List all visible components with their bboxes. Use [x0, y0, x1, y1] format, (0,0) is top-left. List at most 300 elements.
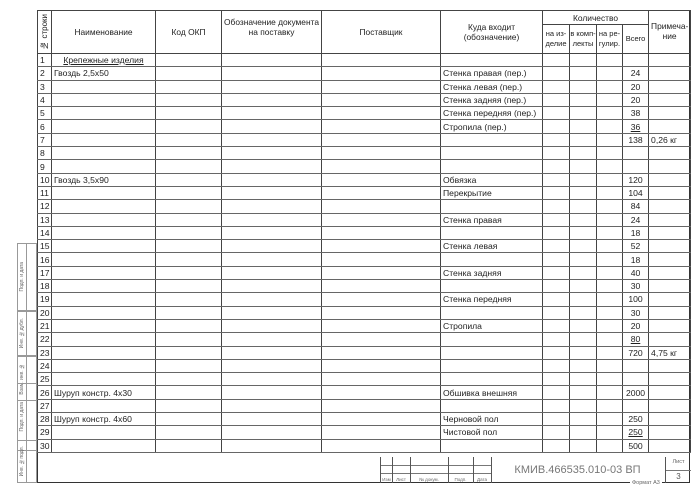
- row-number-cell: [38, 266, 52, 279]
- supply-document-cell: [222, 226, 322, 239]
- okp-code-cell: [156, 333, 222, 346]
- row-number-cell: [38, 293, 52, 306]
- table-row: [38, 133, 691, 146]
- okp-code-cell: [156, 54, 222, 67]
- used-in-cell: [441, 67, 543, 80]
- qty-adjust-cell: [597, 373, 623, 386]
- qty-in-sets-cell: [570, 333, 597, 346]
- specification-table: [37, 10, 691, 453]
- supply-document-cell: [222, 240, 322, 253]
- qty-total-cell: [623, 439, 649, 452]
- qty-in-sets-cell: [570, 173, 597, 186]
- qty-total-cell: [623, 266, 649, 279]
- supply-document-cell: [222, 147, 322, 160]
- sheet-label: Лист: [672, 459, 685, 465]
- qty-in-sets-cell: [570, 319, 597, 332]
- item-name-cell: [52, 359, 156, 372]
- supply-document-cell: [222, 399, 322, 412]
- qty-total: 120: [628, 174, 643, 185]
- row-number: 3: [40, 81, 45, 92]
- qty-per-item-cell: [543, 54, 570, 67]
- item-name-cell: [52, 93, 156, 106]
- table-row: [38, 147, 691, 160]
- side-stamp-field: [27, 311, 37, 356]
- used-in-cell: [441, 240, 543, 253]
- supplier-cell: [322, 293, 441, 306]
- okp-code-cell: [156, 293, 222, 306]
- header-row-number: [38, 11, 52, 54]
- item-name: Шуруп констр. 4х30: [54, 387, 132, 398]
- qty-total-cell: [623, 186, 649, 199]
- row-number: 22: [40, 334, 50, 345]
- qty-in-sets-cell: [570, 426, 597, 439]
- item-name-cell: [52, 293, 156, 306]
- qty-per-item-cell: [543, 266, 570, 279]
- used-in: Обвязка: [443, 174, 477, 185]
- okp-code-cell: [156, 160, 222, 173]
- qty-per-item-cell: [543, 173, 570, 186]
- used-in-cell: [441, 54, 543, 67]
- used-in-cell: [441, 306, 543, 319]
- note-cell: [649, 200, 691, 213]
- okp-code-cell: [156, 80, 222, 93]
- supply-document-cell: [222, 213, 322, 226]
- supply-document-cell: [222, 173, 322, 186]
- header-qty-per-item: на из-делие: [543, 25, 570, 54]
- okp-code-cell: [156, 186, 222, 199]
- qty-total-cell: [623, 426, 649, 439]
- okp-code-cell: [156, 226, 222, 239]
- qty-adjust-cell: [597, 253, 623, 266]
- used-in-cell: [441, 373, 543, 386]
- row-number-cell: [38, 120, 52, 133]
- used-in-cell: [441, 80, 543, 93]
- qty-total: 80: [630, 334, 641, 345]
- sheet-number: 3: [666, 470, 691, 483]
- row-number-cell: [38, 54, 52, 67]
- row-number-cell: [38, 386, 52, 399]
- note-cell: [649, 319, 691, 332]
- row-number-cell: [38, 173, 52, 186]
- row-number: 23: [40, 347, 50, 358]
- header-quantity: Количество: [543, 11, 649, 25]
- supplier-cell: [322, 120, 441, 133]
- supplier-cell: [322, 107, 441, 120]
- qty-total: 18: [630, 254, 641, 265]
- used-in-cell: [441, 213, 543, 226]
- item-name-cell: [52, 266, 156, 279]
- qty-adjust-cell: [597, 280, 623, 293]
- row-number: 25: [40, 374, 50, 385]
- okp-code-cell: [156, 280, 222, 293]
- note-cell: [649, 67, 691, 80]
- side-stamp-orig-inv: [17, 440, 27, 483]
- qty-total-cell: [623, 253, 649, 266]
- row-number: 24: [40, 360, 50, 371]
- qty-per-item-cell: [543, 67, 570, 80]
- used-in-cell: [441, 93, 543, 106]
- qty-in-sets-cell: [570, 240, 597, 253]
- okp-code-cell: [156, 240, 222, 253]
- used-in-cell: [441, 253, 543, 266]
- table-row: [38, 439, 691, 452]
- note-cell: [649, 293, 691, 306]
- used-in-cell: [441, 293, 543, 306]
- supply-document-cell: [222, 306, 322, 319]
- qty-in-sets-cell: [570, 147, 597, 160]
- qty-in-sets-cell: [570, 253, 597, 266]
- used-in-cell: [441, 186, 543, 199]
- note-cell: [649, 226, 691, 239]
- qty-total-cell: [623, 293, 649, 306]
- note-cell: [649, 413, 691, 426]
- supplier-cell: [322, 333, 441, 346]
- used-in: Обшивка внешняя: [443, 387, 518, 398]
- qty-total-cell: [623, 319, 649, 332]
- document-number: КМИВ.466535.010-03 ВП: [514, 464, 641, 476]
- qty-in-sets-cell: [570, 80, 597, 93]
- header-used-in: Куда входит (обозначение): [441, 11, 543, 54]
- qty-per-item-cell: [543, 439, 570, 452]
- header-supplier: Поставщик: [322, 11, 441, 54]
- okp-code-cell: [156, 173, 222, 186]
- item-name-cell: [52, 160, 156, 173]
- qty-per-item-cell: [543, 160, 570, 173]
- used-in: Стенка правая: [443, 214, 502, 225]
- row-number: 6: [40, 121, 45, 132]
- side-stamp-label: Подп. и дата: [19, 262, 25, 292]
- row-number-cell: [38, 306, 52, 319]
- item-name-cell: [52, 120, 156, 133]
- qty-per-item-cell: [543, 333, 570, 346]
- okp-code-cell: [156, 266, 222, 279]
- qty-total-cell: [623, 226, 649, 239]
- item-name: Шуруп констр. 4х60: [54, 414, 132, 425]
- used-in-cell: [441, 333, 543, 346]
- row-number-cell: [38, 399, 52, 412]
- used-in: Стенка левая (пер.): [443, 81, 523, 92]
- qty-total-cell: [623, 213, 649, 226]
- label-change: Изм: [382, 477, 391, 482]
- qty-in-sets-cell: [570, 186, 597, 199]
- qty-in-sets-cell: [570, 293, 597, 306]
- qty-total-cell: [623, 373, 649, 386]
- qty-adjust-cell: [597, 359, 623, 372]
- used-in: Стенка левая: [443, 241, 498, 252]
- used-in-cell: [441, 399, 543, 412]
- item-name-cell: [52, 333, 156, 346]
- qty-total: 2000: [625, 387, 646, 398]
- qty-total: 100: [628, 294, 643, 305]
- supplier-cell: [322, 373, 441, 386]
- table-row: [38, 373, 691, 386]
- qty-adjust-cell: [597, 80, 623, 93]
- note-cell: [649, 80, 691, 93]
- supply-document-cell: [222, 107, 322, 120]
- qty-in-sets-cell: [570, 54, 597, 67]
- qty-in-sets-cell: [570, 93, 597, 106]
- qty-in-sets-cell: [570, 386, 597, 399]
- supplier-cell: [322, 319, 441, 332]
- used-in-cell: [441, 120, 543, 133]
- table-row: [38, 120, 691, 133]
- item-name-cell: [52, 306, 156, 319]
- qty-in-sets-cell: [570, 346, 597, 359]
- used-in-cell: [441, 280, 543, 293]
- qty-in-sets-cell: [570, 280, 597, 293]
- row-number: 28: [40, 414, 50, 425]
- header-name: Наименование: [52, 11, 156, 54]
- okp-code-cell: [156, 399, 222, 412]
- table-row: [38, 80, 691, 93]
- supply-document-cell: [222, 160, 322, 173]
- used-in-cell: [441, 266, 543, 279]
- note-cell: [649, 346, 691, 359]
- item-name-cell: [52, 426, 156, 439]
- note-cell: [649, 386, 691, 399]
- qty-per-item-cell: [543, 293, 570, 306]
- item-name: Крепежные изделия: [63, 55, 144, 66]
- qty-per-item-cell: [543, 319, 570, 332]
- supply-document-cell: [222, 413, 322, 426]
- item-name-cell: [52, 107, 156, 120]
- used-in: Чистовой пол: [443, 427, 498, 438]
- table-row: [38, 280, 691, 293]
- okp-code-cell: [156, 426, 222, 439]
- supplier-cell: [322, 67, 441, 80]
- qty-adjust-cell: [597, 160, 623, 173]
- supply-document-cell: [222, 200, 322, 213]
- row-number-cell: [38, 147, 52, 160]
- supply-document-cell: [222, 386, 322, 399]
- supply-document-cell: [222, 80, 322, 93]
- note-cell: [649, 266, 691, 279]
- note-cell: [649, 107, 691, 120]
- okp-code-cell: [156, 386, 222, 399]
- table-row: [38, 173, 691, 186]
- supply-document-cell: [222, 93, 322, 106]
- item-name-cell: [52, 213, 156, 226]
- row-number: 8: [40, 148, 45, 159]
- row-number-cell: [38, 346, 52, 359]
- row-number: 4: [40, 95, 45, 106]
- qty-adjust-cell: [597, 186, 623, 199]
- supplier-cell: [322, 80, 441, 93]
- note-cell: [649, 280, 691, 293]
- used-in: Стенка правая (пер.): [443, 68, 527, 79]
- row-number-cell: [38, 426, 52, 439]
- supplier-cell: [322, 240, 441, 253]
- used-in: Стропила: [443, 321, 482, 332]
- row-number: 1: [40, 55, 45, 66]
- row-number: 9: [40, 161, 45, 172]
- item-name-cell: [52, 186, 156, 199]
- qty-total: 84: [630, 201, 641, 212]
- supplier-cell: [322, 54, 441, 67]
- row-number-cell: [38, 359, 52, 372]
- qty-adjust-cell: [597, 200, 623, 213]
- used-in-cell: [441, 426, 543, 439]
- revision-col-signature: [448, 457, 474, 483]
- qty-total-cell: [623, 160, 649, 173]
- side-stamp-label: Инв. №подл.: [19, 446, 25, 477]
- okp-code-cell: [156, 359, 222, 372]
- note-cell: [649, 147, 691, 160]
- supply-document-cell: [222, 186, 322, 199]
- note-cell: [649, 426, 691, 439]
- qty-adjust-cell: [597, 306, 623, 319]
- qty-per-item-cell: [543, 107, 570, 120]
- okp-code-cell: [156, 200, 222, 213]
- note-cell: [649, 93, 691, 106]
- used-in-cell: [441, 413, 543, 426]
- qty-in-sets-cell: [570, 306, 597, 319]
- qty-total: 138: [628, 134, 643, 145]
- sheet-number-box: [665, 457, 691, 483]
- qty-total: 20: [630, 321, 641, 332]
- supply-document-cell: [222, 253, 322, 266]
- item-name-cell: [52, 386, 156, 399]
- supplier-cell: [322, 306, 441, 319]
- header-okp-code: Код ОКП: [156, 11, 222, 54]
- row-number: 5: [40, 108, 45, 119]
- qty-adjust-cell: [597, 426, 623, 439]
- supplier-cell: [322, 359, 441, 372]
- row-number: 12: [40, 201, 50, 212]
- table-row: [38, 319, 691, 332]
- qty-per-item-cell: [543, 373, 570, 386]
- okp-code-cell: [156, 346, 222, 359]
- table-row: [38, 226, 691, 239]
- row-number: 14: [40, 228, 50, 238]
- row-number: 27: [40, 400, 50, 411]
- qty-per-item-cell: [543, 413, 570, 426]
- qty-per-item-cell: [543, 399, 570, 412]
- row-number-cell: [38, 280, 52, 293]
- qty-total-cell: [623, 173, 649, 186]
- table-row: [38, 426, 691, 439]
- used-in: Стенка передняя (пер.): [443, 108, 537, 119]
- qty-in-sets-cell: [570, 200, 597, 213]
- okp-code-cell: [156, 253, 222, 266]
- note-cell: [649, 306, 691, 319]
- okp-code-cell: [156, 133, 222, 146]
- item-name-cell: [52, 80, 156, 93]
- side-stamp-label: Подп. и дата: [19, 402, 25, 432]
- item-name-cell: [52, 413, 156, 426]
- row-number: 16: [40, 254, 50, 265]
- note-cell: [649, 333, 691, 346]
- used-in-cell: [441, 319, 543, 332]
- note-cell: [649, 439, 691, 452]
- qty-in-sets-cell: [570, 107, 597, 120]
- row-number: 11: [40, 188, 49, 199]
- qty-total-cell: [623, 200, 649, 213]
- supplier-cell: [322, 173, 441, 186]
- qty-adjust-cell: [597, 413, 623, 426]
- used-in-cell: [441, 386, 543, 399]
- qty-total: 30: [630, 307, 641, 318]
- note-cell: [649, 240, 691, 253]
- qty-per-item-cell: [543, 93, 570, 106]
- supplier-cell: [322, 147, 441, 160]
- qty-adjust-cell: [597, 319, 623, 332]
- row-number: 30: [40, 440, 50, 451]
- supply-document-cell: [222, 120, 322, 133]
- okp-code-cell: [156, 413, 222, 426]
- label-doc-no: № докум.: [419, 477, 439, 482]
- supply-document-cell: [222, 319, 322, 332]
- note-cell: [649, 399, 691, 412]
- item-name-cell: [52, 200, 156, 213]
- header-note: Примеча-ние: [649, 11, 691, 54]
- supplier-cell: [322, 213, 441, 226]
- row-number-cell: [38, 133, 52, 146]
- qty-total-cell: [623, 80, 649, 93]
- qty-per-item-cell: [543, 240, 570, 253]
- qty-adjust-cell: [597, 293, 623, 306]
- qty-adjust-cell: [597, 439, 623, 452]
- okp-code-cell: [156, 306, 222, 319]
- item-name-cell: [52, 346, 156, 359]
- revision-col-sheet: [392, 457, 411, 483]
- qty-per-item-cell: [543, 306, 570, 319]
- row-number: 19: [40, 294, 50, 305]
- table-row: [38, 293, 691, 306]
- row-number: 17: [40, 267, 50, 278]
- item-name-cell: [52, 147, 156, 160]
- item-name-cell: [52, 173, 156, 186]
- qty-in-sets-cell: [570, 266, 597, 279]
- note-cell: [649, 173, 691, 186]
- row-number: 21: [40, 321, 50, 332]
- qty-total-cell: [623, 280, 649, 293]
- revision-grid: [380, 457, 491, 483]
- table-row: [38, 93, 691, 106]
- table-row: [38, 54, 691, 67]
- supply-document-cell: [222, 359, 322, 372]
- okp-code-cell: [156, 107, 222, 120]
- supply-document-cell: [222, 426, 322, 439]
- header-qty-adjust: на ре-гулир.: [597, 25, 623, 54]
- table-row: [38, 240, 691, 253]
- qty-per-item-cell: [543, 386, 570, 399]
- supplier-cell: [322, 426, 441, 439]
- note: 0,26 кг: [651, 134, 678, 145]
- qty-adjust-cell: [597, 67, 623, 80]
- qty-adjust-cell: [597, 386, 623, 399]
- used-in-cell: [441, 173, 543, 186]
- qty-per-item-cell: [543, 120, 570, 133]
- item-name-cell: [52, 54, 156, 67]
- qty-in-sets-cell: [570, 439, 597, 452]
- note-cell: [649, 133, 691, 146]
- item-name: Гвоздь 3,5х90: [54, 174, 109, 185]
- table-row: [38, 67, 691, 80]
- qty-total: 40: [630, 267, 641, 278]
- qty-total-cell: [623, 54, 649, 67]
- qty-total-cell: [623, 240, 649, 253]
- qty-in-sets-cell: [570, 226, 597, 239]
- table-row: [38, 186, 691, 199]
- row-number-cell: [38, 160, 52, 173]
- used-in: Стенка задняя: [443, 267, 502, 278]
- table-row: [38, 399, 691, 412]
- item-name-cell: [52, 373, 156, 386]
- supplier-cell: [322, 439, 441, 452]
- row-number-cell: [38, 107, 52, 120]
- table-row: [38, 386, 691, 399]
